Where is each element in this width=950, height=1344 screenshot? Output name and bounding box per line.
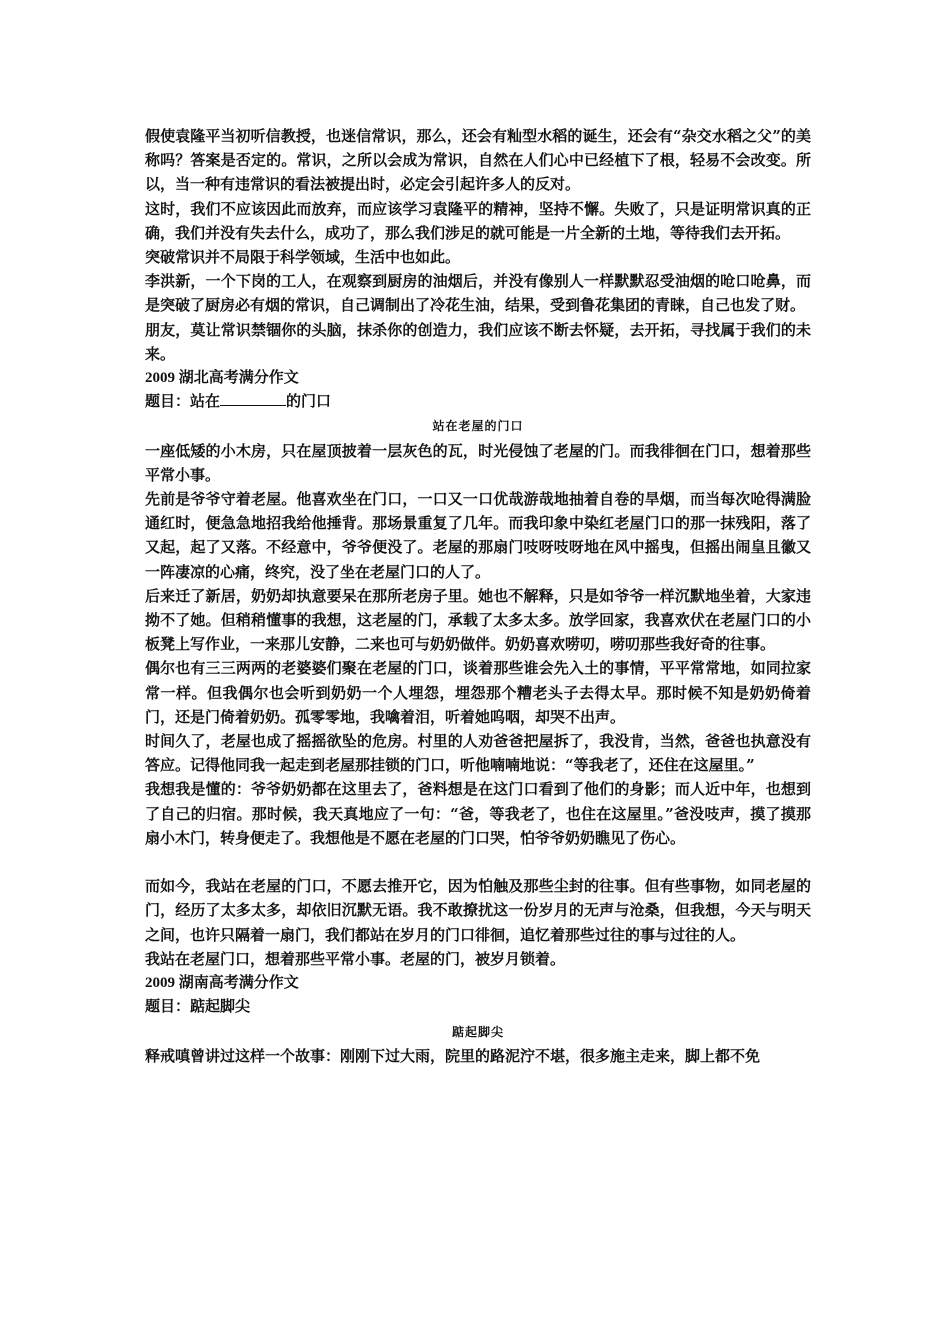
paragraph: 这时，我们不应该因此而放弃，而应该学习袁隆平的精神，坚持不懈。失败了，只是证明常识真的正确，我们并没有失去什么，成功了，那么我们涉足的就可能是一片全新的土地，等待我们去开拓。	[145, 199, 811, 242]
section-3	[145, 971, 811, 1068]
blank-line	[145, 850, 811, 874]
essay-title: 站在老屋的门口	[432, 419, 524, 434]
section-heading: 2009 湖南高考满分作文	[145, 975, 299, 992]
paragraph: 时间久了，老屋也成了摇摇欲坠的危房。村里的人劝爸爸把屋拆了，我没肯，当然，爸爸也执意没有答应。记得他同我一起走到老屋那挂锁的门口，听他喃喃地说：“等我老了，还住在这屋里。”	[145, 732, 811, 775]
paragraph: 而如今，我站在老屋的门口，不愿去推开它，因为怕触及那些尘封的往事。但有些事物，如同老屋的门，经历了太多太多，却依旧沉默无语。我不敢撩扰这一份岁月的无声与沧桑，但我想，今天与明天之间，也许只隔着一扇门，我们都站在岁月的门口徘徊，追忆着那些过往的事与过往的人。	[145, 877, 811, 944]
section-heading: 2009 湖北高考满分作文	[145, 370, 299, 387]
essay-topic: 题目：踮起脚尖	[145, 999, 251, 1016]
essay-title: 踮起脚尖	[451, 1024, 504, 1039]
paragraph: 后来迁了新居，奶奶却执意要呆在那所老房子里。她也不解释，只是如爷爷一样沉默地坐着，大家违拗不了她。但稍稍懂事的我想，这老屋的门，承载了太多太多。放学回家，我喜欢伏在老屋门口的小板凳上写作业，一来那儿安静，二来也可与奶奶做伴。奶奶喜欢唠叨，唠叨那些我好奇的往事。	[145, 586, 811, 654]
paragraph: 假使袁隆平当初听信教授，也迷信常识，那么，还会有籼型水稻的诞生，还会有“杂交水稻之父”的美称吗？答案是否定的。常识，之所以会成为常识，自然在人们心中已经植下了根，轻易不会改变。所以，当一种有违常识的看法被提出时，必定会引起许多人的反对。	[145, 127, 811, 194]
section-1	[145, 124, 811, 366]
section-2	[145, 366, 811, 971]
paragraph: 一座低矮的小木房，只在屋顶披着一层灰色的瓦，时光侵蚀了老屋的门。而我徘徊在门口，想着那些平常小事。	[145, 441, 811, 484]
paragraph: 释戒嗔曾讲过这样一个故事：刚刚下过大雨，院里的路泥泞不堪，很多施主走来，脚上都不免	[145, 1046, 761, 1065]
paragraph: 李洪新，一个下岗的工人，在观察到厨房的油烟后，并没有像别人一样默默忍受油烟的呛口呛鼻，而是突破了厨房必有烟的常识，自己调制出了冷花生油，结果，受到鲁花集团的青睐，自己也发了财。	[145, 272, 811, 315]
paragraph: 偶尔也有三三两两的老婆婆们聚在老屋的门口，谈着那些谁会先入土的事情，平平常常地，如同拉家常一样。但我偶尔也会听到奶奶一个人埋怨，埋怨那个糟老头子去得太早。那时候不知是奶奶倚着门，还是门倚着奶奶。孤零零地，我噙着泪，听着她呜咽，却哭不出声。	[145, 659, 811, 726]
paragraph: 我想我是懂的：爷爷奶奶都在这里去了，爸料想是在这门口看到了他们的身影；而人近中年，也想到了自己的归宿。那时候，我天真地应了一句：“爸，等我老了，也住在这屋里。”爸没吱声，摸了摸那扇小木门，转身便走了。我想他是不愿在老屋的门口哭，怕爷爷奶奶瞧见了伤心。	[145, 780, 811, 847]
document-page	[145, 124, 811, 1068]
paragraph: 我站在老屋门口，想着那些平常小事。老屋的门，被岁月锁着。	[145, 949, 566, 968]
paragraph: 先前是爷爷守着老屋。他喜欢坐在门口，一口又一口优哉游哉地抽着自卷的旱烟，而当每次呛得满脸通红时，便急急地招我给他捶背。那场景重复了几年。而我印象中染红老屋门口的那一抹残阳，落了又起，起了又落。不经意中，爷爷便没了。老屋的那扇门吱呀吱呀地在风中摇曳，但摇出闹皇且徽又一阵凄凉的心痛，终究，没了坐在老屋门口的人了。	[145, 490, 811, 581]
paragraph: 突破常识并不局限于科学领域，生活中也如此。	[145, 248, 461, 267]
topic-prefix: 题目：站在	[145, 394, 221, 411]
essay-topic	[145, 390, 811, 414]
paragraph: 朋友，莫让常识禁锢你的头脑，抹杀你的创造力，我们应该不断去怀疑，去开拓，寻找属于我们的未来。	[145, 320, 811, 363]
topic-suffix: 的门口	[286, 394, 332, 411]
topic-blank	[220, 391, 286, 406]
